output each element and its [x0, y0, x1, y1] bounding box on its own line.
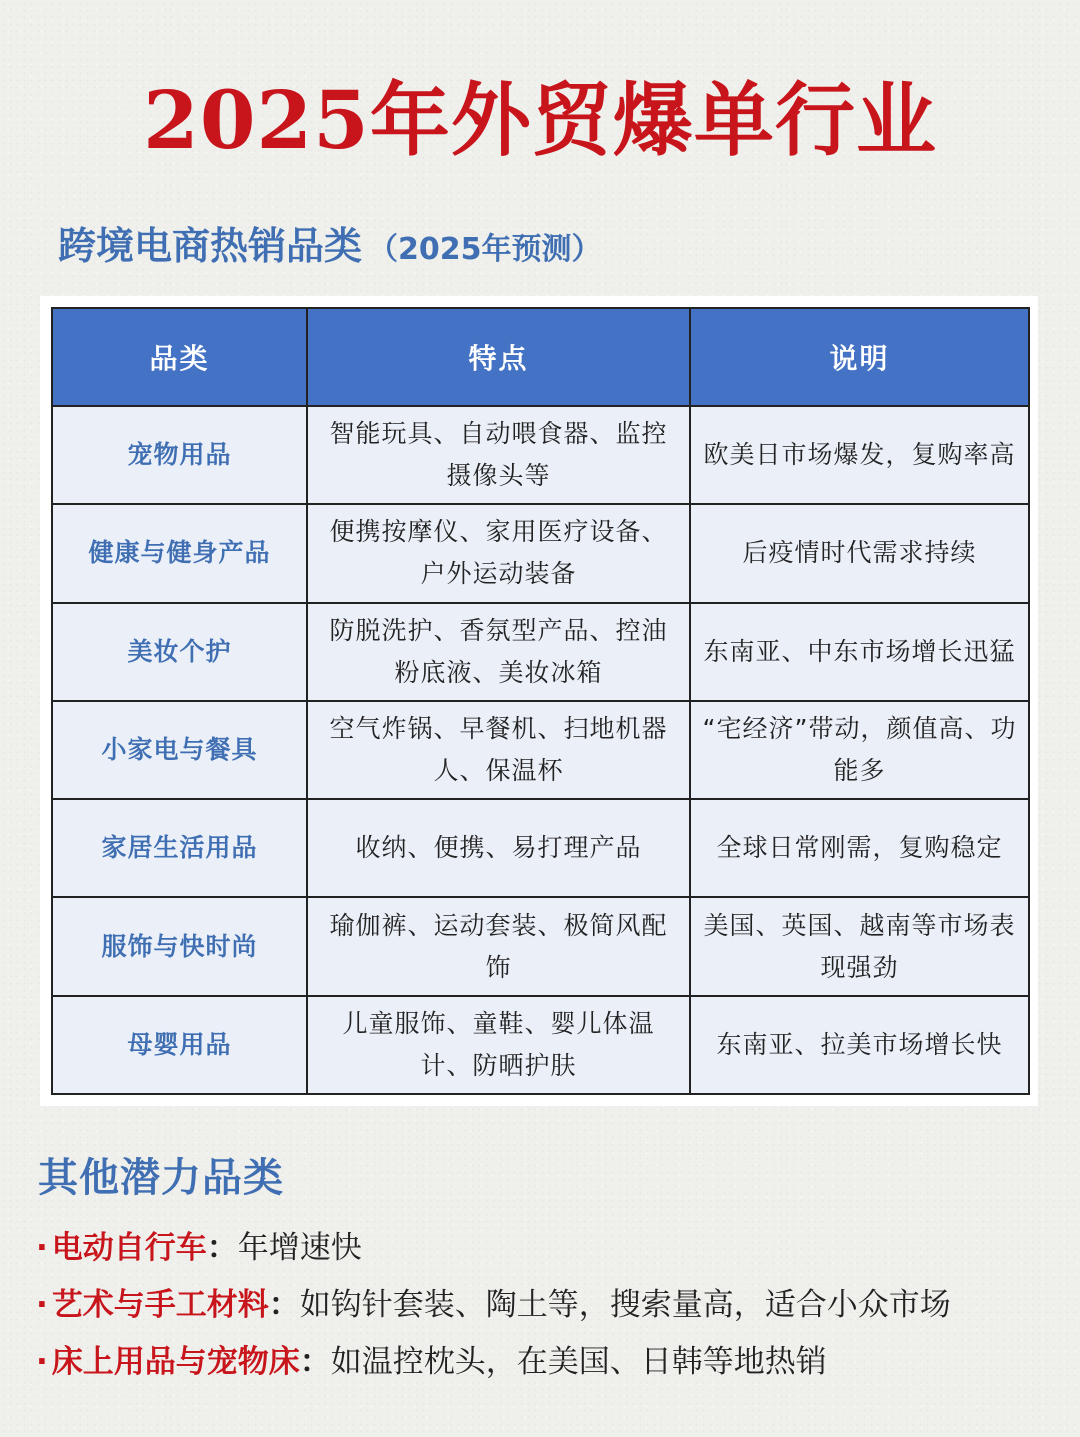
table-row — [52, 603, 1029, 701]
table-header-row — [52, 308, 1029, 406]
table-row — [52, 897, 1029, 995]
cell-note: 东南亚、拉美市场增长快 — [690, 996, 1029, 1094]
list-item — [36, 1279, 951, 1336]
other-categories-list — [36, 1222, 951, 1393]
item-name: 床上用品与宠物床 — [51, 1344, 300, 1380]
item-name: 电动自行车 — [51, 1230, 207, 1266]
cell-note: 美国、英国、越南等市场表现强劲 — [690, 897, 1029, 995]
item-desc: 年增速快 — [237, 1230, 362, 1266]
table-row — [52, 799, 1029, 897]
table-row — [52, 701, 1029, 799]
bullet-dot: · — [36, 1287, 48, 1323]
item-desc: 如钩针套装、陶土等，搜索量高，适合小众市场 — [299, 1287, 951, 1323]
cell-category: 宠物用品 — [52, 406, 307, 504]
cell-category: 服饰与快时尚 — [52, 897, 307, 995]
cell-category: 美妆个护 — [52, 603, 307, 701]
cell-category: 健康与健身产品 — [52, 504, 307, 602]
header-features: 特点 — [307, 308, 690, 406]
section-subtitle: （2025年预测） — [368, 232, 602, 267]
category-table — [51, 307, 1030, 1095]
cell-note: 全球日常刚需，复购稳定 — [690, 799, 1029, 897]
bullet-dot: · — [36, 1230, 48, 1266]
item-separator: ： — [206, 1230, 238, 1266]
table-card — [40, 296, 1038, 1106]
table-row — [52, 406, 1029, 504]
item-name: 艺术与手工材料 — [51, 1287, 269, 1323]
cell-features: 瑜伽裤、运动套装、极简风配饰 — [307, 897, 690, 995]
bullet-dot: · — [36, 1344, 48, 1380]
list-item — [36, 1222, 951, 1279]
list-item — [36, 1336, 951, 1393]
cell-category: 家居生活用品 — [52, 799, 307, 897]
header-category: 品类 — [52, 308, 307, 406]
cell-note: 东南亚、中东市场增长迅猛 — [690, 603, 1029, 701]
cell-features: 防脱洗护、香氛型产品、控油粉底液、美妆冰箱 — [307, 603, 690, 701]
header-note: 说明 — [690, 308, 1029, 406]
table-row — [52, 996, 1029, 1094]
table-row — [52, 504, 1029, 602]
cell-features: 空气炸锅、早餐机、扫地机器人、保温杯 — [307, 701, 690, 799]
cell-features: 便携按摩仪、家用医疗设备、户外运动装备 — [307, 504, 690, 602]
cell-features: 儿童服饰、童鞋、婴儿体温计、防晒护肤 — [307, 996, 690, 1094]
cell-note: “宅经济”带动，颜值高、功能多 — [690, 701, 1029, 799]
cell-note: 欧美日市场爆发，复购率高 — [690, 406, 1029, 504]
cell-features: 智能玩具、自动喂食器、监控摄像头等 — [307, 406, 690, 504]
section-title-text: 跨境电商热销品类 — [58, 224, 363, 268]
other-categories-title: 其他潜力品类 — [38, 1155, 284, 1201]
item-separator: ： — [299, 1344, 331, 1380]
cell-features: 收纳、便携、易打理产品 — [307, 799, 690, 897]
section-title — [58, 218, 602, 274]
cell-note: 后疫情时代需求持续 — [690, 504, 1029, 602]
cell-category: 小家电与餐具 — [52, 701, 307, 799]
item-separator: ： — [268, 1287, 300, 1323]
page-title: 2025年外贸爆单行业 — [143, 73, 937, 167]
cell-category: 母婴用品 — [52, 996, 307, 1094]
item-desc: 如温控枕头，在美国、日韩等地热销 — [330, 1344, 827, 1380]
